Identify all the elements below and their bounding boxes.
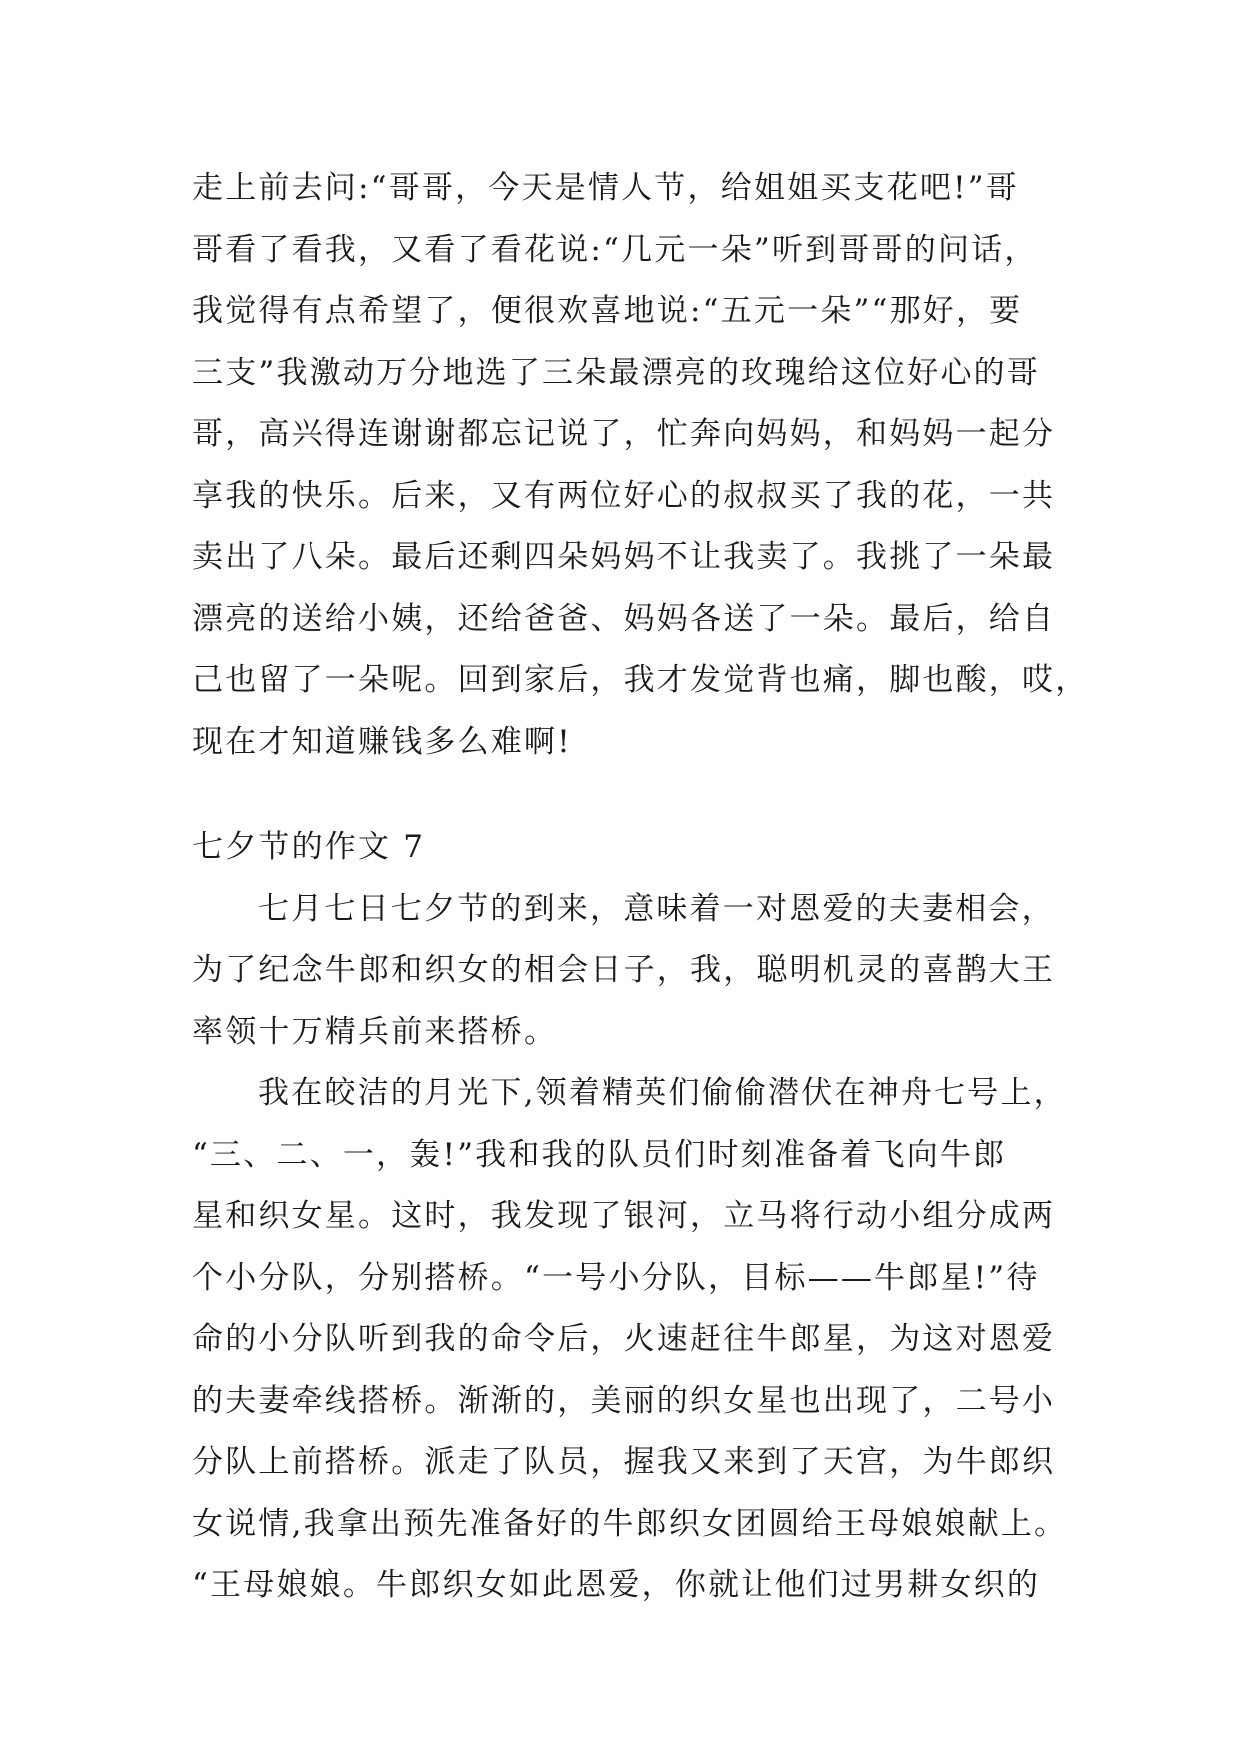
text-line: 卖出了八朵。最后还剩四朵妈妈不让我卖了。我挑了一朵最 xyxy=(192,539,1056,575)
text-line: “三、二、一，轰!”我和我的队员们时刻准备着飞向牛郎 xyxy=(192,1136,1007,1173)
text-line: 女说情,我拿出预先准备好的牛郎织女团圆给王母娘娘献上。 xyxy=(192,1505,1068,1542)
text-line: 享我的快乐。后来，又有两位好心的叔叔买了我的花，一共 xyxy=(192,477,1056,514)
text-line: 为了纪念牛郎和织女的相会日子，我，聪明机灵的喜鹊大王 xyxy=(192,952,1056,988)
text-line: 哥看了看我，又看了看花说:“几元一朵”听到哥哥的问话， xyxy=(192,231,1038,268)
text-line: 现在才知道赚钱多么难啊! xyxy=(192,723,572,760)
document-body xyxy=(192,158,1089,1617)
text-line: 我觉得有点希望了，便很欢喜地说:“五元一朵”“那好，要 xyxy=(192,293,1023,329)
paragraph-bridge-building xyxy=(192,1063,1068,1617)
section-spacer xyxy=(192,773,1062,817)
text-line: 个小分队，分别搭桥。“一号小分队，目标——牛郎星!”待 xyxy=(192,1259,1040,1296)
section-title: 七夕节的作文 7 xyxy=(192,829,426,865)
text-line: 三支”我激动万分地选了三朵最漂亮的玫瑰给这位好心的哥 xyxy=(192,354,1041,391)
text-line: 率领十万精兵前来搭桥。 xyxy=(192,1013,558,1050)
paragraph-qixi-intro xyxy=(192,879,1062,1064)
text-line: 哥，高兴得连谢谢都忘记说了，忙奔向妈妈，和妈妈一起分 xyxy=(192,416,1056,452)
text-line: 我在皎洁的月光下,领着精英们偷偷潜伏在神舟七号上， xyxy=(258,1075,1067,1111)
text-line: 命的小分队听到我的命令后，火速赶往牛郎星，为这对恩爱 xyxy=(192,1321,1056,1357)
paragraph-flower-selling xyxy=(192,158,1089,773)
text-line: “王母娘娘。牛郎织女如此恩爱，你就让他们过男耕女织的 xyxy=(192,1567,1041,1603)
text-line: 七月七日七夕节的到来，意味着一对恩爱的夫妻相会， xyxy=(258,890,1055,927)
text-line: 走上前去问:“哥哥，今天是情人节，给姐姐买支花吧!”哥 xyxy=(192,170,1019,206)
text-line: 星和织女星。这时，我发现了银河，立马将行动小组分成两 xyxy=(192,1198,1056,1234)
text-line: 分队上前搭桥。派走了队员，握我又来到了天宫，为牛郎织 xyxy=(192,1444,1056,1480)
text-line: 漂亮的送给小姨，还给爸爸、妈妈各送了一朵。最后，给自 xyxy=(192,600,1056,637)
text-line: 的夫妻牵线搭桥。渐渐的，美丽的织女星也出现了，二号小 xyxy=(192,1382,1056,1419)
text-line: 己也留了一朵呢。回到家后，我才发觉背也痛，脚也酸，哎， xyxy=(192,662,1089,698)
